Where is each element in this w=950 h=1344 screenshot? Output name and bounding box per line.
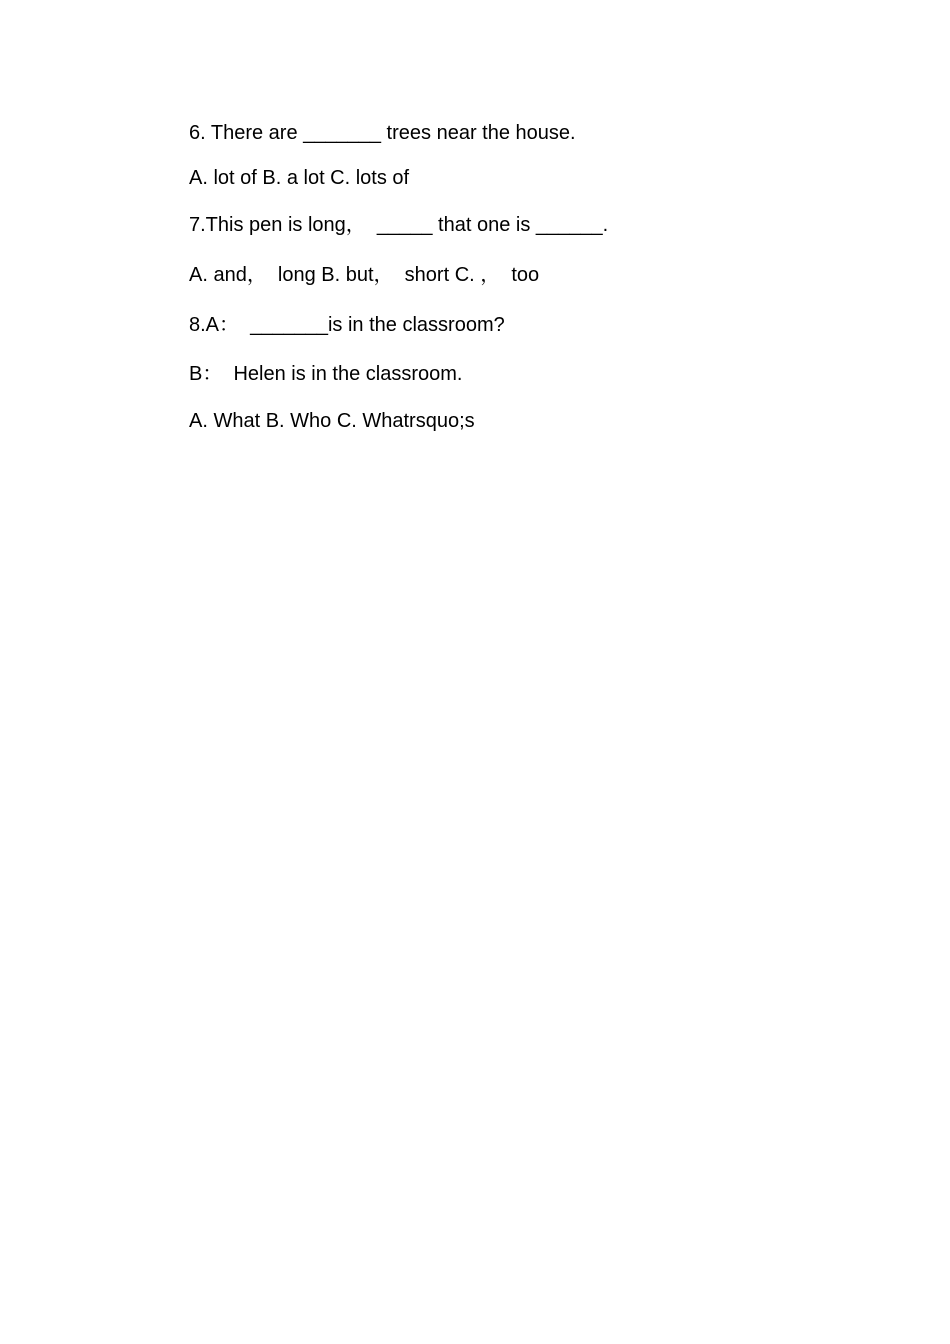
question-7-options: A. and， long B. but， short C. ， too <box>189 264 540 286</box>
question-8-reply-b: B： Helen is in the classroom. <box>189 363 463 385</box>
question-6-text: 6. There are _______ trees near the house. <box>189 122 576 144</box>
question-8-prompt-a: 8.A： _______is in the classroom? <box>189 314 505 336</box>
question-8-options: A. What B. Who C. Whatrsquo;s <box>189 410 475 432</box>
question-6-options: A. lot of B. a lot C. lots of <box>189 167 410 189</box>
question-7-text: 7.This pen is long， _____ that one is ______. <box>189 214 609 236</box>
